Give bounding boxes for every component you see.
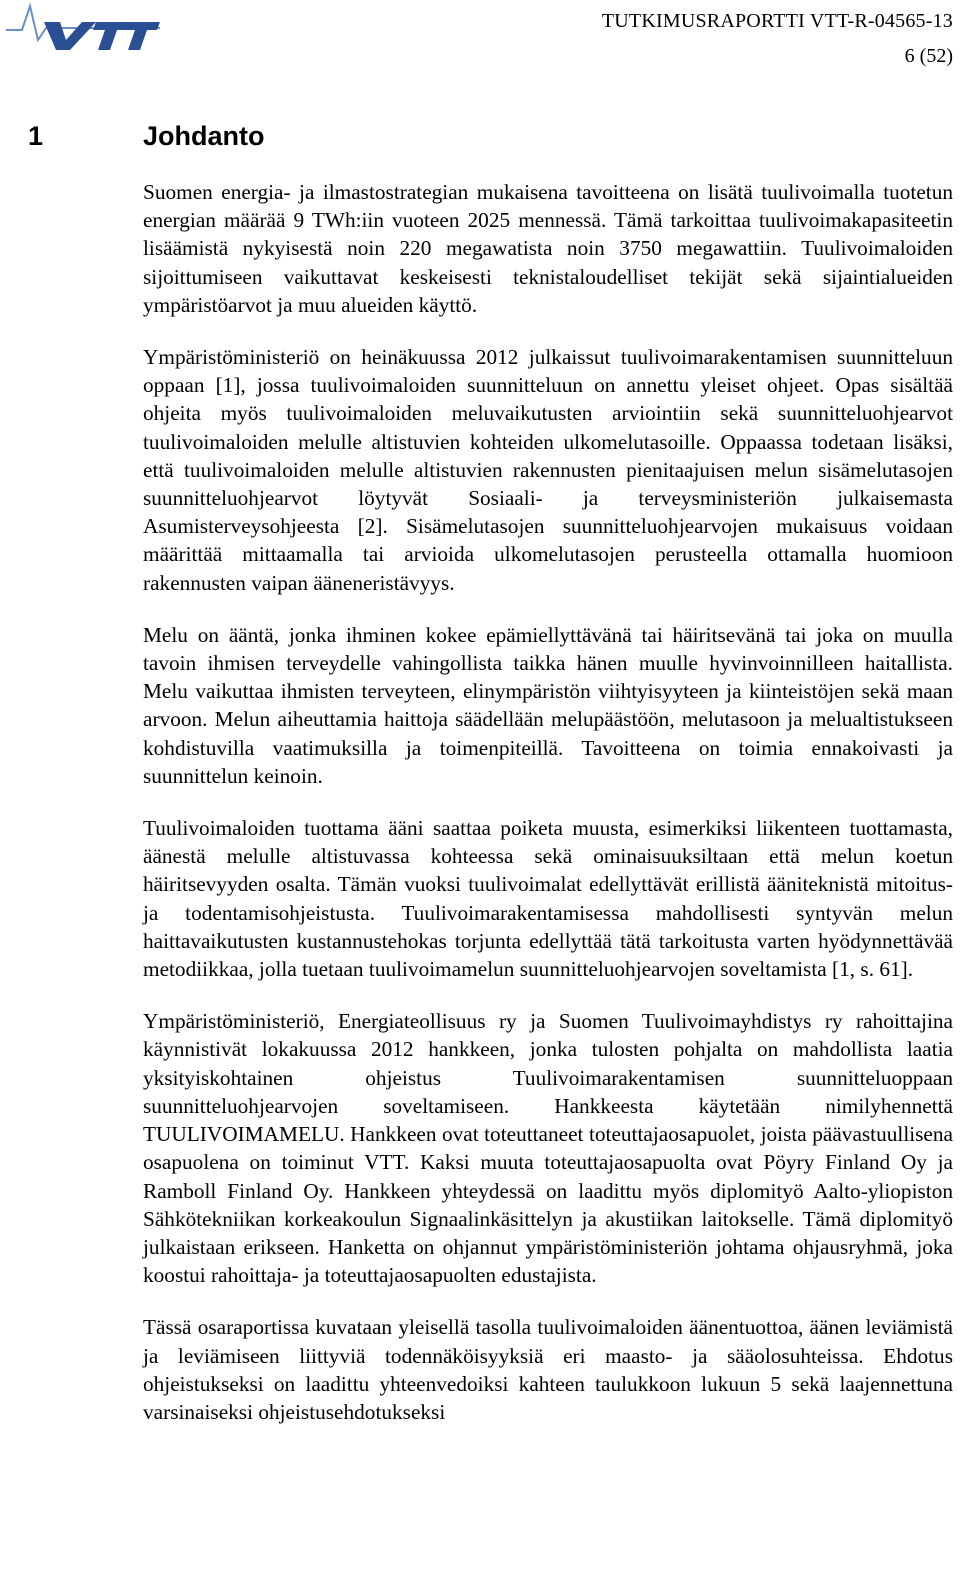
paragraph: Suomen energia- ja ilmastostrategian mukaisena tavoitteena on lisätä tuulivoimalla tuotetun energian määrää 9 TWh:iin vuoteen 2025 mennessä. Tämä tarkoittaa tuulivoimakapasiteetin lisäämistä nykyisestä noin 220 megawatista noin 3750 megawattiin. Tuulivoimaloiden sijoittumiseen vaikuttavat keskeisesti teknistaloudelliset tekijät sekä sijaintialueiden ympäristöarvot ja muu alueiden käyttö. [143, 180, 953, 317]
paragraph: Tuulivoimaloiden tuottama ääni saattaa poiketa muusta, esimerkiksi liikenteen tuottamasta, äänestä melulle altistuvassa kohteessa sekä ominaisuuksiltaan että melun koetun häiritsevyyden osalta. Tämän vuoksi tuulivoimalat edellyttävät erillistä ääniteknistä mitoitus- ja todentamisohjeistusta. Tuulivoimarakentamisessa mahdollisesti syntyvän melun haittavaikutusten kustannustehokas torjunta edellyttää tätä tarkoitusta varten hyödynnettävää metodiikkaa, jolla tuetaan tuulivoimamelun suunnitteluohjearvojen soveltamista [1, s. 61]. [143, 816, 953, 982]
vtt-logo [4, 0, 160, 56]
chapter-title: Johdanto [143, 121, 265, 151]
page-number: 6 (52) [904, 45, 953, 67]
paragraph: Ympäristöministeriö, Energiateollisuus ry ja Suomen Tuulivoimayhdistys ry rahoittajina käynnistivät lokakuussa 2012 hankkeen, jonka tulosten pohjalta on mahdollista laatia yksityiskohtainen ohjeistus Tuulivoimarakentamisen suunnitteluoppaan suunnitteluohjearvojen soveltamiseen. Hankkeesta käytetään nimilyhennettä TUULIVOIMAMELU. Hankkeen ovat toteuttaneet toteuttajaosapuolet, joista päävastuullisena osapuolena on toiminut VTT. Kaksi muuta toteuttajaosapuolta ovat Pöyry Finland Oy ja Ramboll Finland Oy. Hankkeen yhteydessä on laadittu myös diplomityö Aalto-yliopiston Sähkötekniikan korkeakoulun Signaalinkäsittelyn ja akustiikan laitokselle. Tämä diplomityö julkaistaan erikseen. Hanketta on ohjannut ympäristöministeriön johtama ohjausryhmä, joka koostui rahoittaja- ja toteuttajaosapuolten edustajista. [143, 1009, 953, 1288]
vtt-logo-mark [4, 0, 160, 56]
chapter-number: 1 [28, 121, 44, 151]
paragraph: Tässä osaraportissa kuvataan yleisellä tasolla tuulivoimaloiden äänentuottoa, äänen leviämistä ja leviämiseen liittyviä todennäköisyyksiä eri maasto- ja sääolosuhteissa. Ehdotus ohjeistukseksi on laadittu yhteenvedoiksi kahteen taulukkoon lukuun 5 sekä laajennettuna varsinaiseksi ohjeistusehdotukseksi [143, 1315, 953, 1424]
logo-letter-v [44, 22, 96, 50]
logo-letter-t-2 [123, 22, 160, 50]
paragraph: Ympäristöministeriö on heinäkuussa 2012 julkaissut tuulivoimarakentamisen suunnitteluun oppaan [1], jossa tuulivoimaloiden suunnitteluun on annettu yleiset ohjeet. Opas sisältää ohjeita myös tuulivoimaloiden meluvaikutusten arviointiin sekä suunnitteluohjearvot tuulivoimaloiden melulle altistuvien kohteiden ulkomelutasoille. Oppaassa todetaan lisäksi, että tuulivoimaloiden melulle altistuvien rakennusten pienitaajuisen melun sisämelutasojen suunnitteluohjearvot löytyvät Sosiaali- ja terveysministeriön julkaisemasta Asumisterveysohjeesta [2]. Sisämelutasojen suunnitteluohjearvojen mukaisuus voidaan määrittää mittaamalla tai arvioida ulkomelutasojen perusteella ottamalla huomioon rakennusten vaipan ääneneristävyys. [143, 345, 953, 595]
body-text [143, 178, 953, 1450]
report-id: TUTKIMUSRAPORTTI VTT-R-04565-13 [601, 10, 953, 32]
paragraph: Melu on ääntä, jonka ihminen kokee epämiellyttävänä tai häiritsevänä tai joka on muulla tavoin ihmisen terveydelle vahingollista taikka hänen muulle hyvinvoinnilleen haitallista. Melu vaikuttaa ihmisten terveyteen, elinympäristön viihtyisyyteen ja kiinteistöjen sekä maan arvoon. Melun aiheuttamia haittoja säädellään melupäästöön, melutasoon ja melualtistukseen kohdistuvilla vaatimuksilla ja toimenpiteillä. Tavoitteena on toimia ennakoivasti ja suunnittelun keinoin. [143, 622, 953, 788]
